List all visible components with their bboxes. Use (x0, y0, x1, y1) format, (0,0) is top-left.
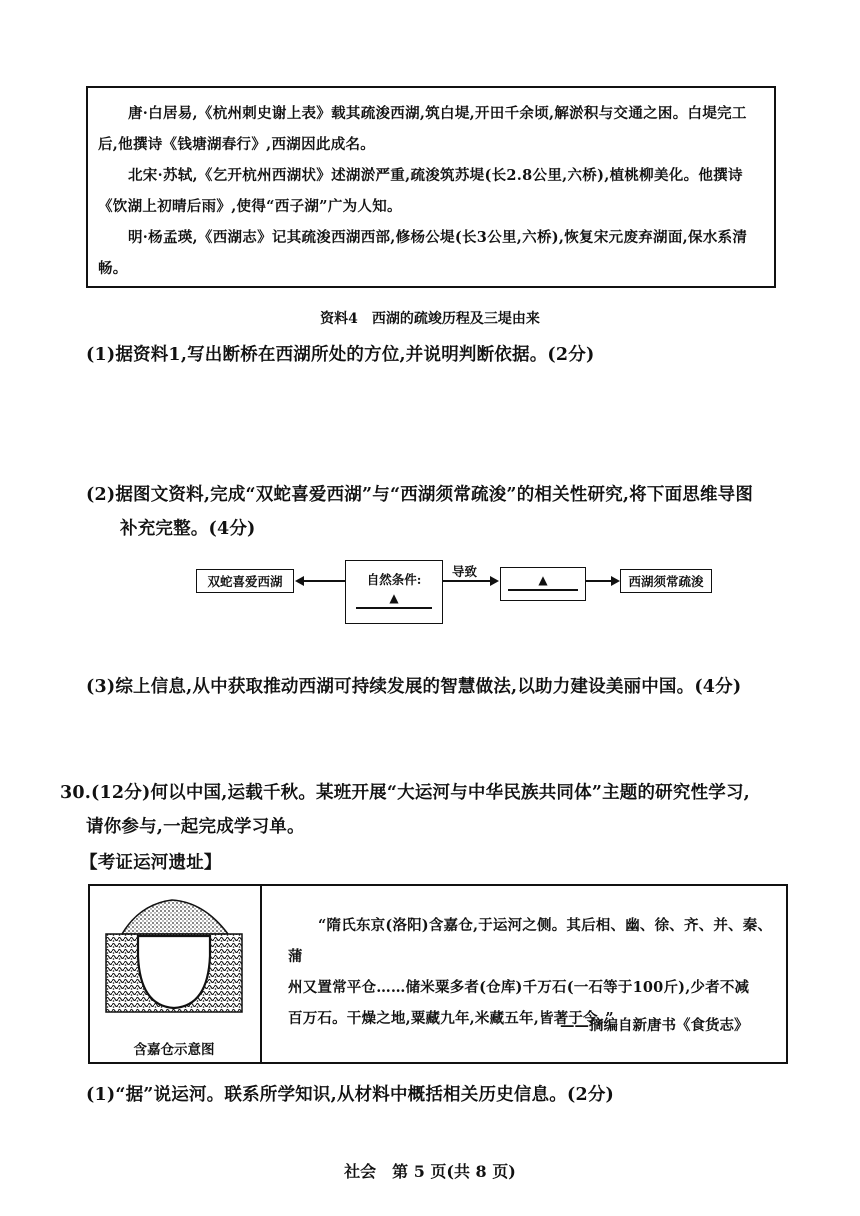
question-29-3: (3)综上信息,从中获取推动西湖可持续发展的智慧做法,以助力建设美丽中国。(4分) (86, 677, 742, 697)
question-30-intro (60, 776, 820, 844)
mound-top (122, 900, 228, 934)
mindmap-left-label: 双蛇喜爱西湖 (207, 574, 283, 589)
mindmap-answer-line-2 (508, 589, 578, 591)
question-29-1: (1)据资料1,写出断桥在西湖所处的方位,并说明判断依据。(2分) (86, 345, 595, 365)
question-30-line1: 30.(12分)何以中国,运载千秋。某班开展“大运河与中华民族共同体”主题的研究性学习, (60, 783, 750, 803)
mind-map (190, 556, 790, 636)
material4-paragraph-tang: 唐·白居易,《杭州刺史谢上表》载其疏浚西湖,筑白堤,开田千余顷,解淤积与交通之困。白堤完工后,他撰诗《钱塘湖春行》,西湖因此成名。 (98, 105, 747, 153)
arrow-right-icon-2 (611, 576, 620, 586)
quote-line-2: 州又置常平仓……储米粟多者(仓库)千万石(一石等于100斤),少者不减 (288, 979, 750, 996)
table-divider (260, 884, 262, 1064)
material4-caption: 资料4 西湖的疏竣历程及三堤由来 (320, 311, 540, 327)
mindmap-right-box (620, 569, 712, 593)
arrow-right-icon (490, 576, 499, 586)
material4-paragraph-song: 北宋·苏轼,《乞开杭州西湖状》述湖淤严重,疏浚筑苏堤(长2.8公里,六桥),植桃柳美化。他撰诗《饮湖上初晴后雨》,使得“西子湖”广为人知。 (98, 167, 743, 215)
mindmap-middle-box[interactable] (345, 560, 443, 624)
mindmap-left-box (196, 569, 294, 593)
question-29-2 (86, 478, 806, 546)
mindmap-arrow-label: 导致 (452, 564, 478, 579)
question-29-2-line1: (2)据图文资料,完成“双蛇喜爱西湖”与“西湖须常疏浚”的相关性研究,将下面思维导图 (86, 485, 754, 505)
quote-line-1: “隋氏东京(洛阳)含嘉仓,于运河之侧。其后相、幽、徐、齐、并、秦、蒲 (288, 917, 773, 965)
material4-paragraph-ming: 明·杨孟瑛,《西湖志》记其疏浚西湖西部,修杨公堤(长3公里,六桥),恢复宋元废弃湖面,保水系清畅。 (98, 229, 748, 277)
hanjia-granary-diagram (100, 894, 248, 1026)
question-30-line2: 请你参与,一起完成学习单。 (86, 817, 305, 837)
question-29-2-line2: 补充完整。(4分) (120, 519, 256, 539)
mindmap-right-label: 西湖须常疏浚 (628, 574, 704, 589)
image-caption: 含嘉仓示意图 (133, 1042, 215, 1058)
quote-source: ——摘编自新唐书《食货志》 (560, 1017, 749, 1034)
mindmap-connector-left (303, 580, 345, 582)
page-footer: 社会 第 5 页(共 8 页) (344, 1162, 516, 1181)
mindmap-result-box[interactable] (500, 567, 586, 601)
mindmap-natural-conditions-label: 自然条件: (366, 572, 422, 587)
mindmap-blank-marker-2: ▲ (538, 573, 548, 587)
material4-box (86, 86, 776, 288)
question-30-1: (1)“据”说运河。联系所学知识,从材料中概括相关历史信息。(2分) (86, 1085, 614, 1105)
mindmap-connector-middle (443, 580, 491, 582)
mindmap-answer-line-1 (356, 607, 432, 609)
section-heading: 【考证运河遗址】 (80, 853, 222, 873)
mindmap-connector-right (586, 580, 612, 582)
quote-line-3: 百万石。干燥之地,粟藏九年,米藏五年,皆著于令。” (288, 1010, 614, 1027)
mindmap-blank-marker-1: ▲ (389, 591, 399, 605)
